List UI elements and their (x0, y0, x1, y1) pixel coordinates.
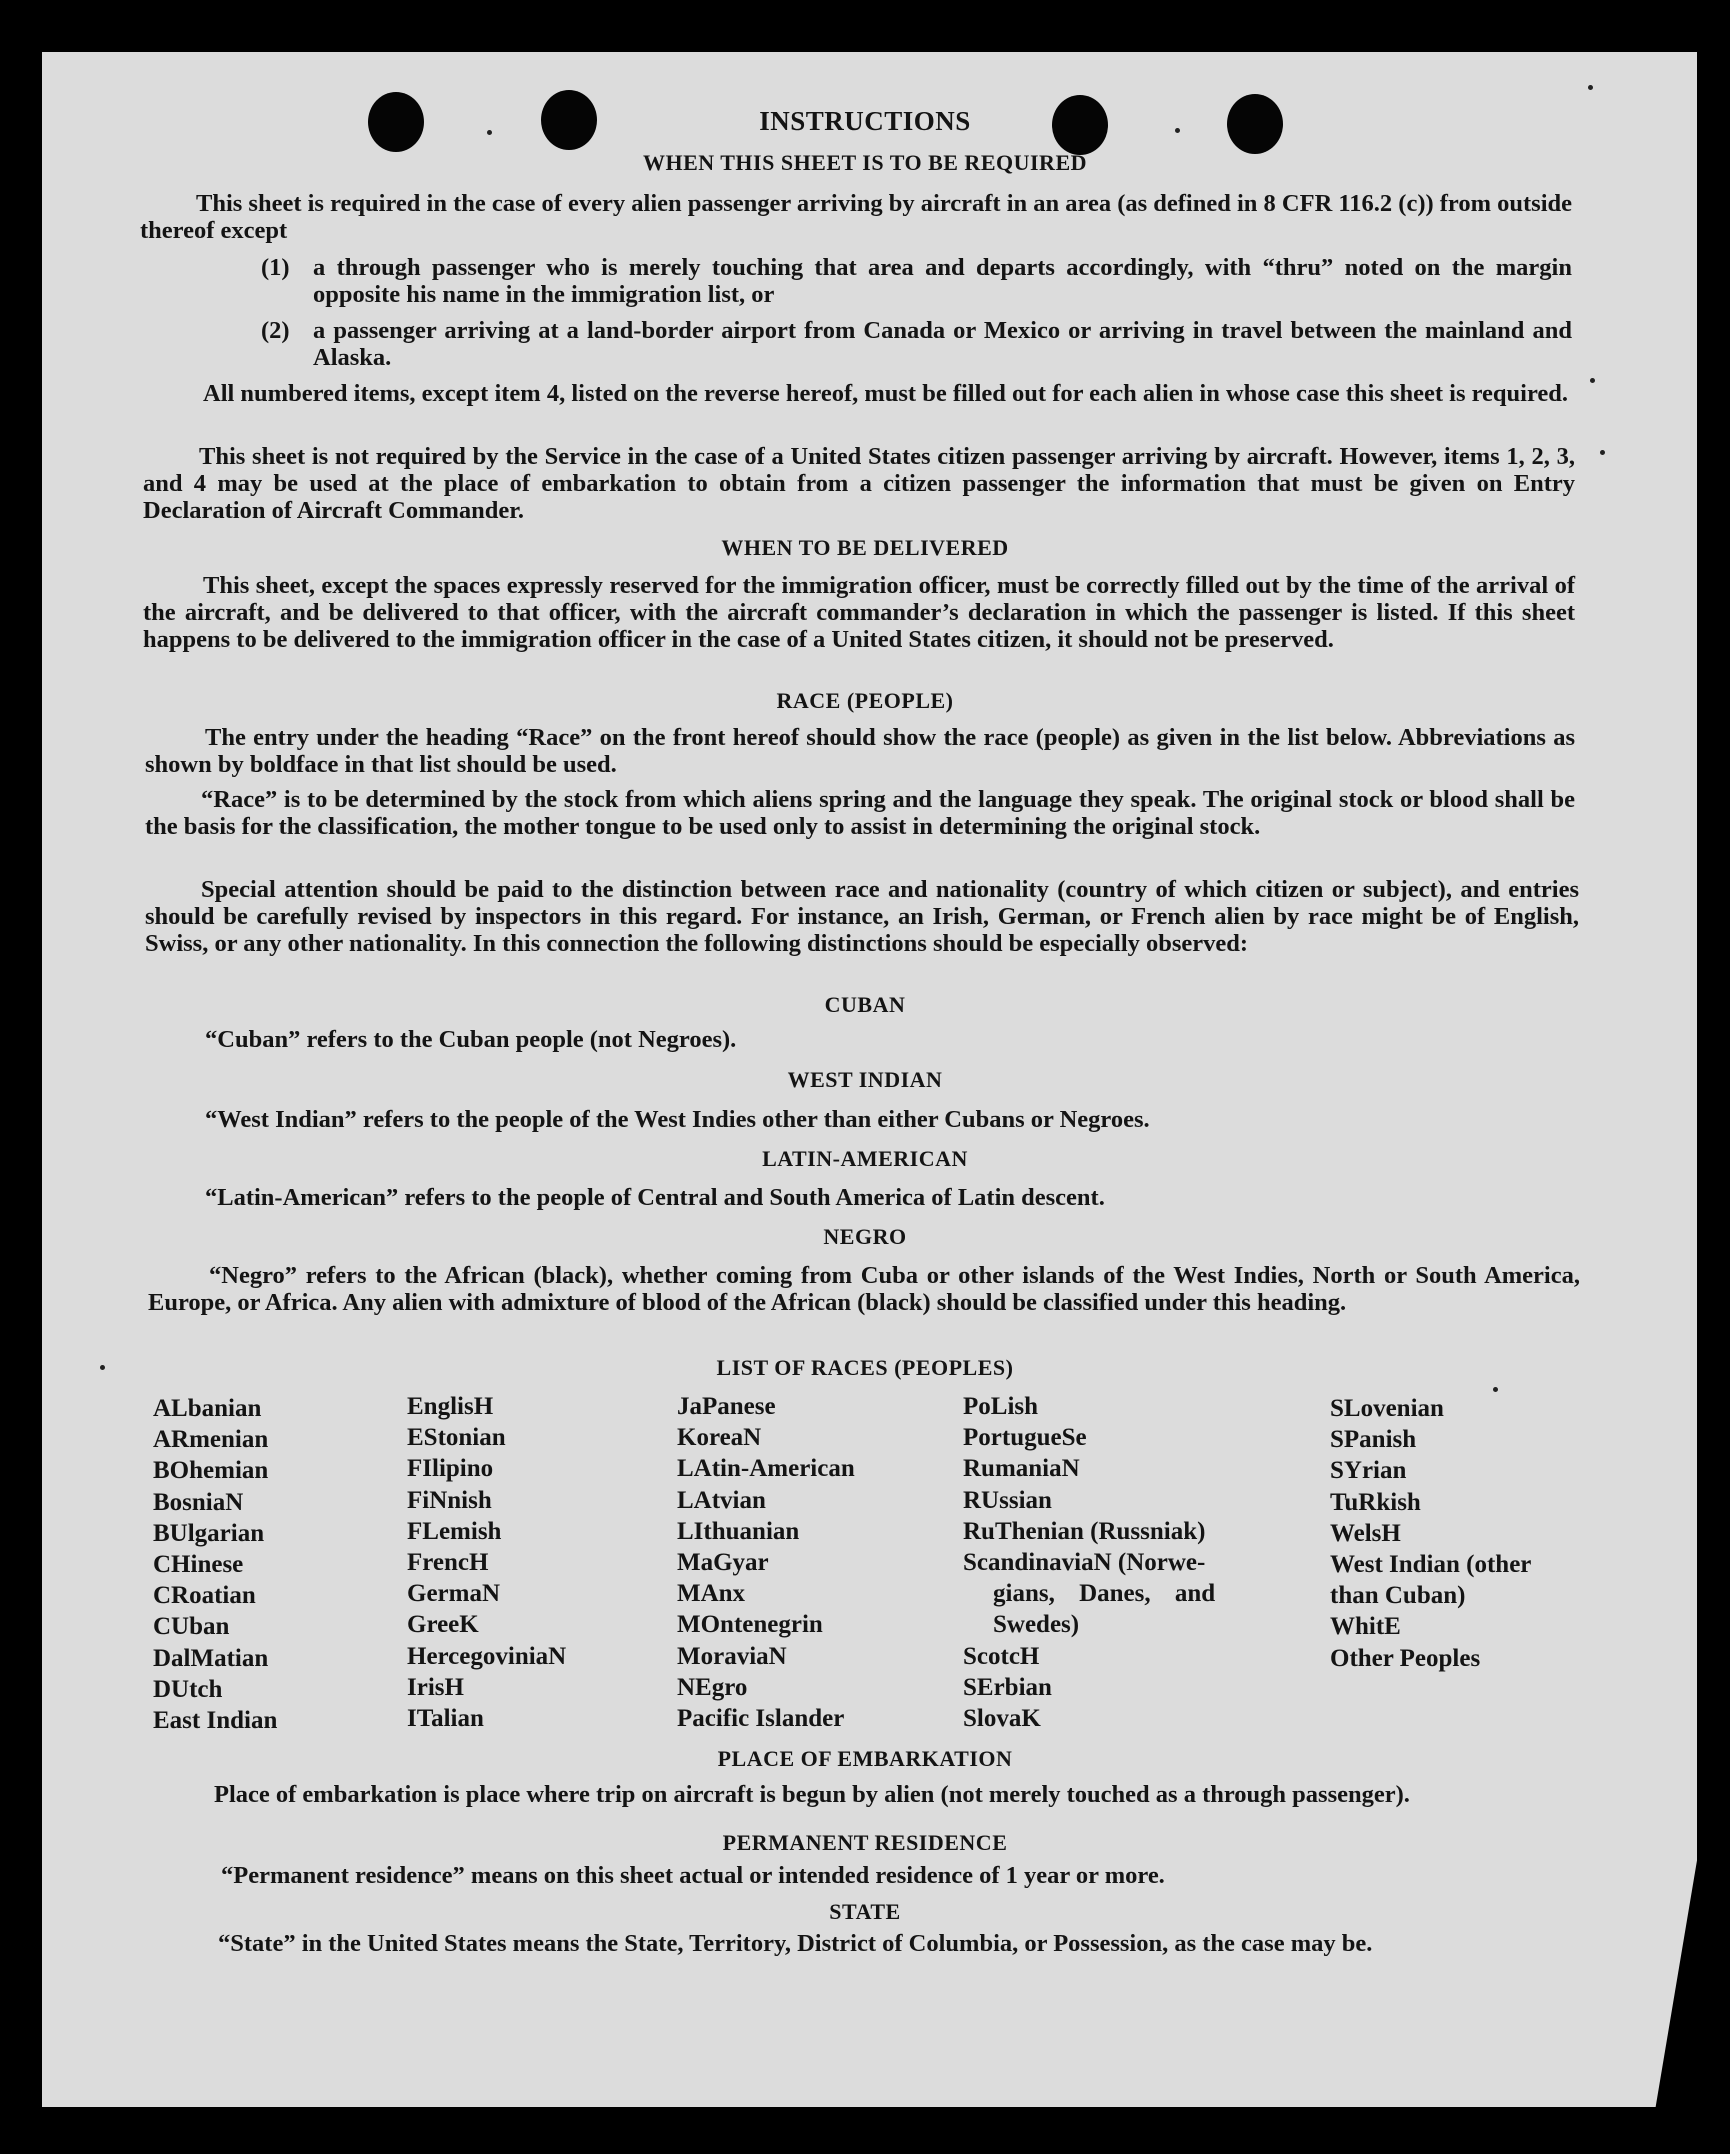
race-item: SPanish (1330, 1426, 1417, 1454)
race-item: BOhemian (153, 1457, 269, 1485)
race-item: RUssian (963, 1486, 1052, 1514)
race-item: TuRkish (1330, 1488, 1421, 1516)
exception-item-2: a passenger arriving at a land-border airport from Canada or Mexico or arriving in travel between the mainland and Alaska. (313, 317, 1572, 371)
when-required-intro: This sheet is required in the case of every alien passenger arriving by aircraft in an area (as defined in 8 CFR 116.2 (c)) from outside thereof except (140, 190, 1573, 244)
race-item: BUlgarian (153, 1519, 265, 1547)
race-item: MoraviaN (677, 1642, 787, 1670)
exception-item-1: a through passenger who is merely touching that area and departs accordingly, with “thru” noted on the margin opposite his name in the immigration list, or (313, 254, 1572, 308)
race-item: Other Peoples (1330, 1644, 1481, 1672)
permanent-residence-paragraph: “Permanent residence” means on this sheet actual or intended residence of 1 year or more. (221, 1862, 1165, 1889)
race-item: ITalian (407, 1705, 484, 1733)
race-item: ALbanian (153, 1395, 262, 1422)
heading-list-of-races: LIST OF RACES (PEOPLES) (716, 1355, 1014, 1380)
race-item: EStonian (407, 1424, 506, 1452)
race-item: FLemish (407, 1517, 502, 1545)
races-column-2 (407, 1391, 566, 1734)
race-item: FIlipino (407, 1455, 494, 1483)
negro-paragraph: “Negro” refers to the African (black), whether coming from Cuba or other islands of the West Indies, North or South America, Europe, or Africa. Any alien with admixture of blood of the African (black) should be classified under this heading. (148, 1262, 1580, 1316)
race-item: DUtch (153, 1675, 223, 1703)
race-item: DalMatian (153, 1644, 269, 1672)
race-item: SYrian (1330, 1457, 1407, 1485)
race-item: MOntenegrin (677, 1611, 823, 1639)
race-item: MAnx (677, 1580, 746, 1608)
when-delivered-paragraph: This sheet, except the spaces expressly reserved for the immigration officer, must be correctly filled out by the time of the arrival of the aircraft, and be delivered to that officer, with the aircraft commander’s declaration in which the passenger is listed. If this sheet happens to be delivered to the immigration officer in the case of a United States citizen, it should not be preserved. (143, 572, 1575, 653)
item-number-1: (1) (261, 254, 290, 281)
race-item: WhitE (1330, 1613, 1401, 1641)
race-item: gians, Danes, and (993, 1580, 1216, 1608)
race-item: PoLish (963, 1393, 1039, 1420)
speck (1493, 1387, 1498, 1392)
race-item: than Cuban) (1330, 1582, 1466, 1610)
heading-west-indian: WEST INDIAN (787, 1067, 943, 1092)
race-item: LAtvian (677, 1486, 766, 1514)
race-item: ARmenian (153, 1426, 269, 1454)
race-item: Pacific Islander (677, 1705, 845, 1733)
heading-state: STATE (829, 1899, 901, 1924)
race-item: West Indian (other (1330, 1551, 1532, 1579)
heading-permanent-residence: PERMANENT RESIDENCE (722, 1830, 1008, 1855)
latin-american-paragraph: “Latin-American” refers to the people of Central and South America of Latin descent. (205, 1184, 1105, 1211)
heading-place-of-embarkation: PLACE OF EMBARKATION (717, 1746, 1013, 1771)
race-item: RumaniaN (963, 1455, 1080, 1483)
race-item: JaPanese (677, 1393, 776, 1420)
heading-negro: NEGRO (823, 1224, 907, 1249)
race-item: SlovaK (963, 1705, 1041, 1733)
race-item: ScotcH (963, 1642, 1040, 1670)
race-item: PortugueSe (963, 1424, 1087, 1452)
races-column-1 (153, 1393, 277, 1736)
race-item: KoreaN (677, 1424, 762, 1452)
race-item: LAtin-American (677, 1455, 855, 1483)
race-paragraph-3: Special attention should be paid to the distinction between race and nationality (country of which citizen or subject), and entries should be carefully revised by inspectors in this regard. For instance, an Irish, German, or French alien by race might be of English, Swiss, or any other nationality. In this connection the following distinctions should be especially observed: (145, 876, 1579, 957)
speck (1588, 85, 1593, 90)
race-item: SErbian (963, 1673, 1052, 1701)
heading-latin-american: LATIN-AMERICAN (762, 1146, 968, 1171)
race-item: GermaN (407, 1580, 501, 1608)
race-item: CHinese (153, 1551, 244, 1579)
race-item: FiNnish (407, 1486, 492, 1514)
speck (1600, 450, 1605, 455)
race-item: LIthuanian (677, 1517, 800, 1545)
race-item: SLovenian (1330, 1395, 1444, 1422)
race-item: RuThenian (Russniak) (963, 1517, 1206, 1545)
cuban-paragraph: “Cuban” refers to the Cuban people (not Negroes). (205, 1026, 737, 1053)
item-number-2: (2) (261, 317, 290, 344)
place-of-embarkation-paragraph: Place of embarkation is place where trip on aircraft is begun by alien (not merely touched as a through passenger). (214, 1781, 1410, 1808)
speck (1590, 378, 1595, 383)
race-item: BosniaN (153, 1488, 244, 1516)
citizen-paragraph: This sheet is not required by the Service in the case of a United States citizen passenger arriving by aircraft. However, items 1, 2, 3, and 4 may be used at the place of embarkation to obtain from a citizen passenger the information that must be given on Entry Declaration of Aircraft Commander. (143, 443, 1575, 524)
numbered-items-paragraph: All numbered items, except item 4, listed on the reverse hereof, must be filled out for each alien in whose case this sheet is required. (203, 380, 1569, 407)
races-column-4 (963, 1391, 1215, 1734)
race-item: CUban (153, 1613, 230, 1641)
race-item: HercegoviniaN (407, 1642, 567, 1670)
races-column-5 (1330, 1393, 1531, 1674)
race-item: East Indian (153, 1707, 278, 1735)
race-item: CRoatian (153, 1582, 256, 1610)
heading-cuban: CUBAN (824, 992, 906, 1017)
heading-when-required: WHEN THIS SHEET IS TO BE REQUIRED (642, 150, 1088, 175)
race-item: NEgro (677, 1673, 748, 1701)
race-item: ScandinaviaN (Norwe- (963, 1549, 1206, 1577)
race-paragraph-2: “Race” is to be determined by the stock from which aliens spring and the language they speak. The original stock or blood shall be the basis for the classification, the mother tongue to be used only to assist in determining the original stock. (145, 786, 1575, 840)
races-column-3 (677, 1391, 855, 1734)
race-item: MaGyar (677, 1549, 769, 1577)
race-item: Swedes) (993, 1611, 1080, 1639)
heading-race: RACE (PEOPLE) (776, 688, 954, 713)
race-item: IrisH (407, 1673, 464, 1701)
race-item: FrencH (407, 1549, 489, 1577)
heading-when-delivered: WHEN TO BE DELIVERED (721, 535, 1009, 560)
race-paragraph-1: The entry under the heading “Race” on the front hereof should show the race (people) as given in the list below. Abbreviations as shown by boldface in that list should be used. (145, 724, 1575, 778)
page-title: INSTRUCTIONS (759, 106, 971, 136)
race-item: GreeK (407, 1611, 479, 1639)
race-item: EnglisH (407, 1393, 494, 1420)
race-item: WelsH (1330, 1519, 1401, 1547)
west-indian-paragraph: “West Indian” refers to the people of the West Indies other than either Cubans or Negroes. (205, 1106, 1150, 1133)
state-paragraph: “State” in the United States means the State, Territory, District of Columbia, or Possession, as the case may be. (218, 1930, 1373, 1957)
